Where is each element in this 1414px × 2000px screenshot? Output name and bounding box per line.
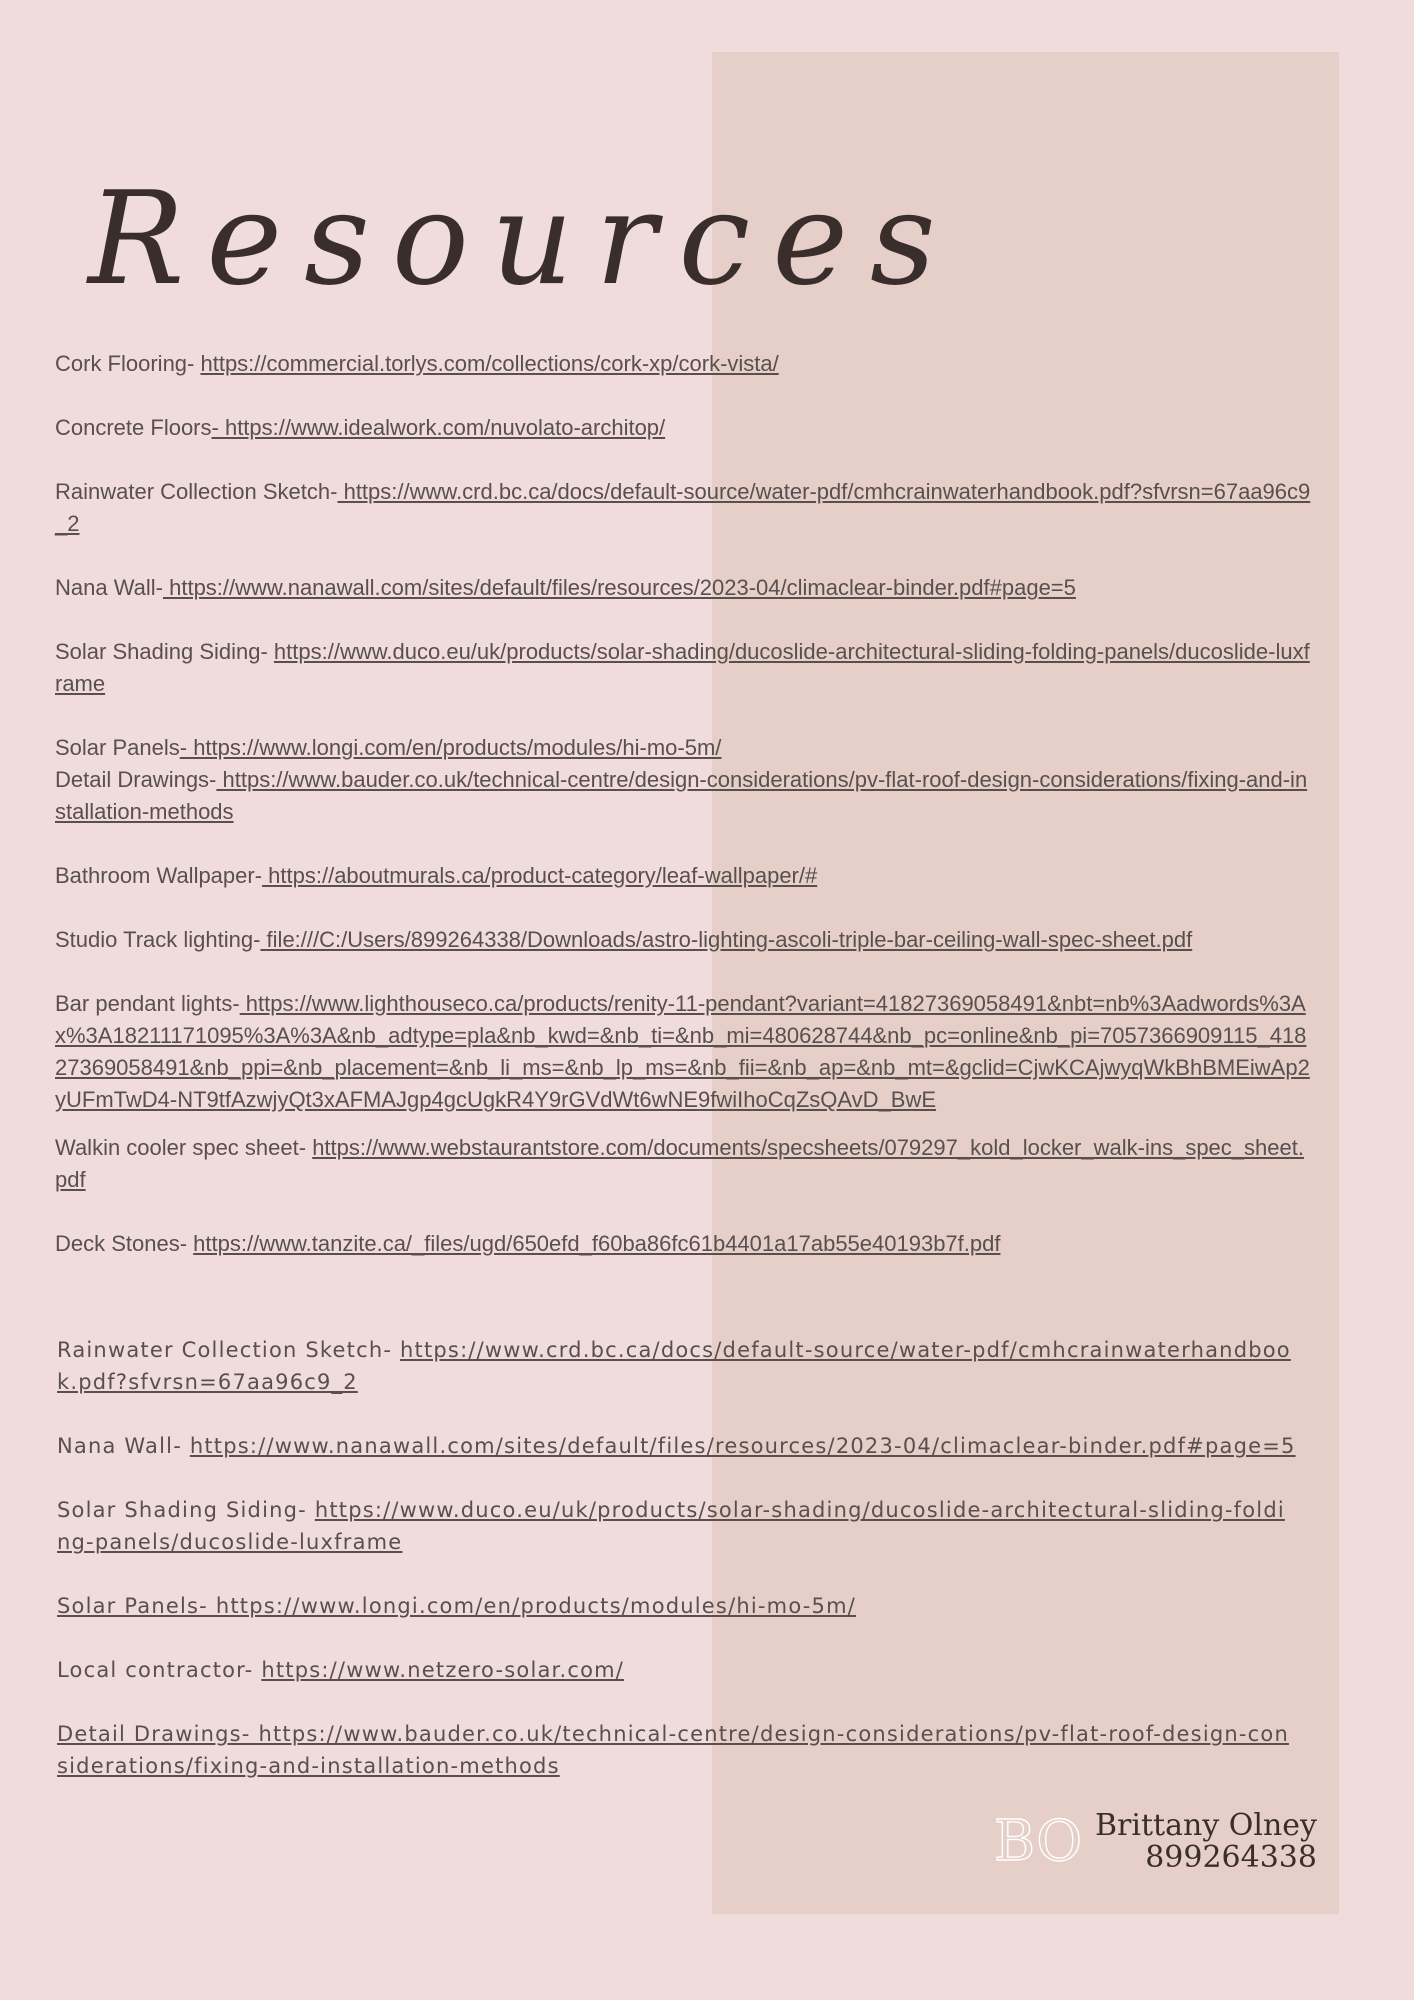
- brand-logo-icon: [992, 1809, 1083, 1874]
- resource-cork-flooring: [55, 348, 1315, 380]
- resource-label: Bathroom Wallpaper-: [55, 863, 263, 888]
- resource-detail-drawings: [55, 764, 1315, 828]
- resource-label: Solar Panels: [55, 735, 180, 760]
- resource-link[interactable]: https://www.webstaurantstore.com/documents/specsheets/079297_kold_locker_walk-ins_spec_sheet.pdf: [55, 1135, 1304, 1192]
- resource-deck-stones: [55, 1228, 1315, 1260]
- resource-rainwater-sketch-2: [57, 1334, 1297, 1398]
- resource-bar-pendant-lights: [55, 988, 1315, 1116]
- resource-bathroom-wallpaper: [55, 860, 1315, 892]
- resource-link[interactable]: https://www.nanawall.com/sites/default/files/resources/2023-04/climaclear-binder.pdf#page=5: [163, 575, 1076, 600]
- resource-link[interactable]: file:///C:/Users/899264338/Downloads/astro-lighting-ascoli-triple-bar-ceiling-wall-spec-sheet.pdf: [260, 927, 1193, 952]
- resource-detail-drawings-2: [57, 1718, 1297, 1782]
- resource-link[interactable]: https://www.duco.eu/uk/products/solar-shading/ducoslide-architectural-sliding-folding-panels/ducoslide-luxframe: [55, 639, 1310, 696]
- resource-link[interactable]: - https://www.idealwork.com/nuvolato-architop/: [211, 415, 666, 440]
- brand-id: 899264338: [1145, 1840, 1317, 1875]
- resource-label: Walkin cooler spec sheet-: [55, 1135, 313, 1160]
- logo-text: BO: [994, 1809, 1083, 1874]
- resource-label: Concrete Floors: [55, 415, 212, 440]
- resource-label: Rainwater Collection Sketch-: [55, 479, 338, 504]
- resource-link[interactable]: https://www.netzero-solar.com/: [261, 1658, 625, 1682]
- resource-label: Cork Flooring-: [55, 351, 201, 376]
- resource-solar-panels-2: [57, 1590, 1297, 1622]
- resource-label: Rainwater Collection Sketch-: [57, 1338, 401, 1362]
- resource-list: [55, 348, 1315, 1260]
- resource-link[interactable]: https://www.nanawall.com/sites/default/files/resources/2023-04/climaclear-binder.pdf#page=5: [189, 1434, 1296, 1458]
- resource-link[interactable]: Detail Drawings- https://www.bauder.co.uk/technical-centre/design-considerations/pv-flat-roof-design-considerations/fixing-and-installation-methods: [57, 1722, 1289, 1778]
- resource-link[interactable]: https://commercial.torlys.com/collections/cork-xp/cork-vista/: [200, 351, 779, 376]
- resource-label: Studio Track lighting-: [55, 927, 261, 952]
- resource-label: Deck Stones-: [55, 1231, 194, 1256]
- resource-studio-track-lighting: [55, 924, 1315, 956]
- resource-solar-panels: [55, 732, 1315, 764]
- resource-link[interactable]: https://www.bauder.co.uk/technical-centre/design-considerations/pv-flat-roof-design-considerations/fixing-and-installation-methods: [55, 767, 1308, 824]
- resource-local-contractor: [57, 1654, 1297, 1686]
- resource-nana-wall: [55, 572, 1315, 604]
- page-title: Resources: [88, 164, 958, 314]
- resource-label: Detail Drawings-: [55, 767, 217, 792]
- resource-concrete-floors: [55, 412, 1315, 444]
- resource-link[interactable]: https://www.duco.eu/uk/products/solar-shading/ducoslide-architectural-sliding-folding-panels/ducoslide-luxframe: [57, 1498, 1285, 1554]
- resource-label: Solar Shading Siding-: [57, 1498, 315, 1522]
- resource-walkin-cooler: [55, 1132, 1315, 1196]
- resource-link[interactable]: https://www.tanzite.ca/_files/ugd/650efd_f60ba86fc61b4401a17ab55e40193b7f.pdf: [193, 1231, 1001, 1256]
- resource-link[interactable]: - https://www.longi.com/en/products/modules/hi-mo-5m/: [179, 735, 722, 760]
- resource-link[interactable]: https://aboutmurals.ca/product-category/leaf-wallpaper/#: [262, 863, 818, 888]
- resource-label: Nana Wall-: [57, 1434, 190, 1458]
- resource-list-secondary: [57, 1334, 1297, 1782]
- resource-label: Nana Wall-: [55, 575, 163, 600]
- resource-label: Solar Shading Siding-: [55, 639, 274, 664]
- resource-solar-shading-2: [57, 1494, 1297, 1558]
- resource-link[interactable]: Solar Panels- https://www.longi.com/en/products/modules/hi-mo-5m/: [57, 1594, 857, 1618]
- brand-name: Brittany Olney: [1095, 1808, 1317, 1843]
- resource-rainwater-sketch: [55, 476, 1315, 540]
- brand-signature: [992, 1808, 1317, 1875]
- resource-link[interactable]: https://www.lighthouseco.ca/products/renity-11-pendant?variant=41827369058491&nbt=nb%3Aadwords%3Ax%3A18211171095%3A%3A&nb_adtype=pla&nb_kwd=&nb_ti=&nb_mi=480628744&nb_pc=online&nb_pi=7057366909115_41827369058491&nb_ppi=&nb_placement=&nb_li_ms=&nb_lp_ms=&nb_fii=&nb_ap=&nb_mt=&gclid=CjwKCAjwyqWkBhBMEiwAp2yUFmTwD4-NT9tfAzwjyQt3xAFMAJgp4gcUgkR4Y9rGVdWt6wNE9fwiIhoCqZsQAvD_BwE: [55, 991, 1310, 1112]
- resource-link[interactable]: https://www.crd.bc.ca/docs/default-source/water-pdf/cmhcrainwaterhandbook.pdf?sfvrsn=67aa96c9_2: [57, 1338, 1291, 1394]
- resource-link[interactable]: https://www.crd.bc.ca/docs/default-source/water-pdf/cmhcrainwaterhandbook.pdf?sfvrsn=67aa96c9_2: [55, 479, 1311, 536]
- resource-nana-wall-2: [57, 1430, 1297, 1462]
- resource-label: Local contractor-: [57, 1658, 262, 1682]
- resource-solar-shading: [55, 636, 1315, 700]
- resource-label: Bar pendant lights-: [55, 991, 240, 1016]
